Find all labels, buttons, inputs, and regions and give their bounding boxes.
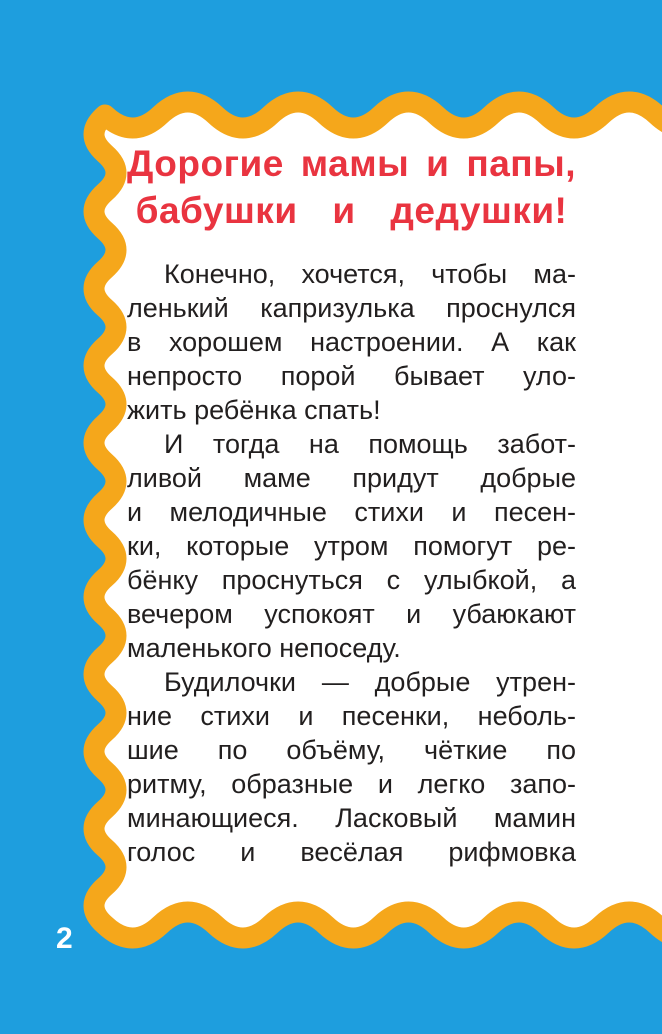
page-content bbox=[127, 140, 576, 869]
text-line: ленький капризулька проснулся bbox=[127, 293, 576, 323]
text-line: и мелодичные стихи и песен- bbox=[127, 497, 576, 527]
text-line: непросто порой бывает уло- bbox=[127, 361, 576, 391]
text-line: ливой маме придут добрые bbox=[127, 463, 576, 493]
body-text bbox=[127, 257, 576, 869]
text-line: бёнку проснуться с улыбкой, а bbox=[127, 565, 576, 595]
text-line: Будилочки — добрые утрен- bbox=[164, 667, 576, 697]
page-heading bbox=[127, 140, 576, 234]
text-line: ки, которые утром помогут ре- bbox=[127, 531, 576, 561]
text-line: минающиеся. Ласковый мамин bbox=[127, 803, 576, 833]
text-line: шие по объёму, чёткие по bbox=[127, 735, 576, 765]
heading-line-2: бабушки и дедушки! bbox=[135, 190, 568, 231]
text-line: вечером успокоят и убаюкают bbox=[127, 599, 576, 629]
page-number: 2 bbox=[56, 922, 73, 955]
text-line: маленького непоседу. bbox=[127, 633, 401, 663]
text-line: И тогда на помощь забот- bbox=[164, 429, 576, 459]
text-line: ние стихи и песенки, неболь- bbox=[127, 701, 576, 731]
text-line: ритму, образные и легко запо- bbox=[127, 769, 576, 799]
text-line: голос и весёлая рифмовка bbox=[127, 837, 576, 867]
text-line: жить ребёнка спать! bbox=[127, 395, 381, 425]
text-line: в хорошем настроении. А как bbox=[127, 327, 576, 357]
heading-line-1: Дорогие мамы и папы, bbox=[127, 143, 576, 184]
text-line: Конечно, хочется, чтобы ма- bbox=[164, 259, 576, 289]
